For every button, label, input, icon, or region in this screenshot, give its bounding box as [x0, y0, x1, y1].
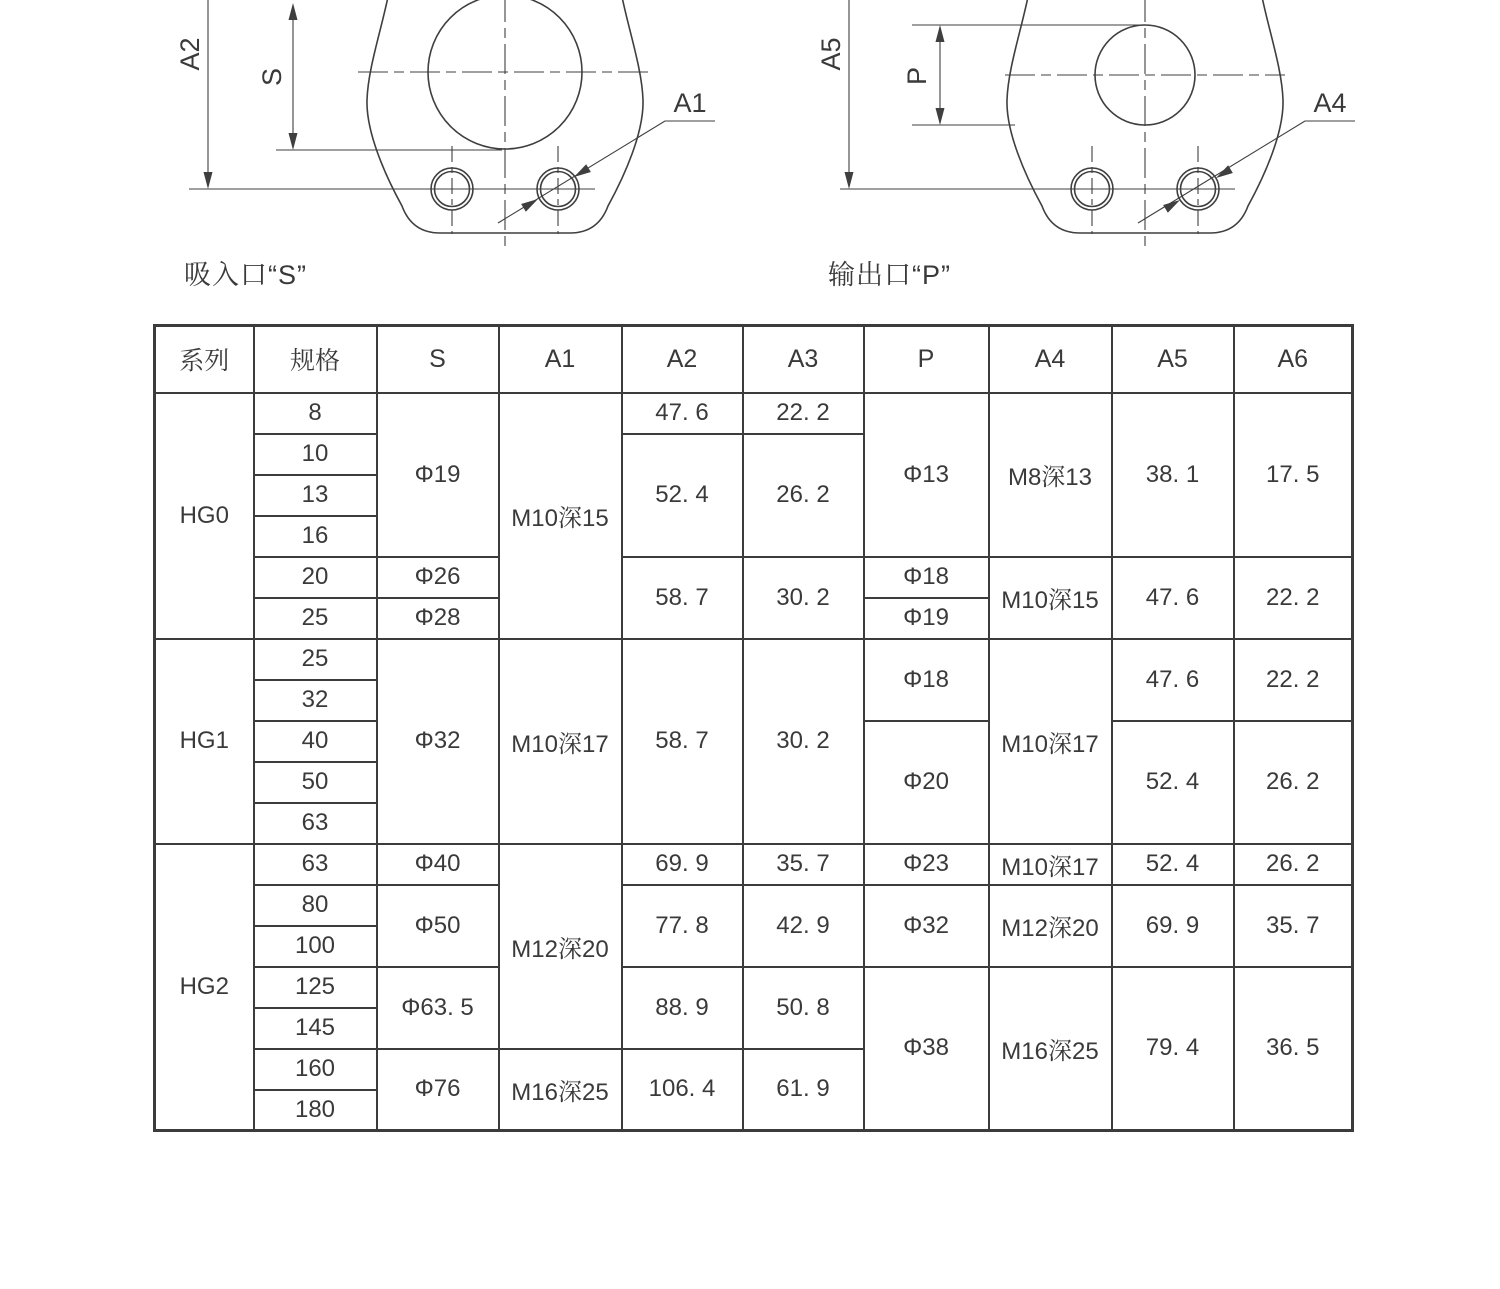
spec-cell: 145	[254, 1008, 377, 1049]
a6-cell: 26. 2	[1234, 721, 1353, 844]
s-cell: Φ32	[377, 639, 499, 844]
a5-cell: 47. 6	[1112, 557, 1234, 639]
header-row	[155, 326, 1353, 393]
table-row	[155, 967, 1353, 1008]
spec-cell: 80	[254, 885, 377, 926]
p-cell: Φ23	[864, 844, 989, 885]
a6-cell: 17. 5	[1234, 393, 1353, 557]
arrowhead	[521, 195, 540, 212]
a3-cell: 50. 8	[743, 967, 864, 1049]
column-header-a2: A2	[622, 326, 743, 393]
table-row	[155, 393, 1353, 434]
column-header-a4: A4	[989, 326, 1112, 393]
dim-label-a2: A2	[175, 37, 205, 71]
a4-cell: M10深15	[989, 557, 1112, 639]
p-cell: Φ20	[864, 721, 989, 844]
suction-port-caption: 吸入口“S”	[184, 260, 307, 290]
spec-cell: 32	[254, 680, 377, 721]
spec-cell: 13	[254, 475, 377, 516]
column-header-spec: 规格	[254, 326, 377, 393]
table-row	[155, 639, 1353, 680]
a1-cell: M10深15	[499, 393, 622, 639]
a1-cell: M10深17	[499, 639, 622, 844]
s-cell: Φ26	[377, 557, 499, 598]
a1-cell: M16深25	[499, 1049, 622, 1131]
spec-cell: 16	[254, 516, 377, 557]
a4-cell: M8深13	[989, 393, 1112, 557]
a3-cell: 26. 2	[743, 434, 864, 557]
spec-cell: 125	[254, 967, 377, 1008]
p-cell: Φ32	[864, 885, 989, 967]
a5-cell: 79. 4	[1112, 967, 1234, 1131]
column-header-a1: A1	[499, 326, 622, 393]
spec-cell: 63	[254, 803, 377, 844]
a6-cell: 22. 2	[1234, 639, 1353, 721]
arrowhead	[204, 172, 213, 189]
a3-cell: 22. 2	[743, 393, 864, 434]
a4-cell: M10深17	[989, 844, 1112, 885]
column-header-a3: A3	[743, 326, 864, 393]
table-row	[155, 844, 1353, 885]
spec-cell: 63	[254, 844, 377, 885]
spec-cell: 180	[254, 1090, 377, 1131]
a2-cell: 52. 4	[622, 434, 743, 557]
a2-cell: 47. 6	[622, 393, 743, 434]
s-cell: Φ76	[377, 1049, 499, 1131]
a1-cell: M12深20	[499, 844, 622, 1049]
a5-cell: 52. 4	[1112, 721, 1234, 844]
spec-cell: 160	[254, 1049, 377, 1090]
a5-cell: 38. 1	[1112, 393, 1234, 557]
dimension-table	[153, 324, 1354, 1132]
column-header-a5: A5	[1112, 326, 1234, 393]
a6-cell: 36. 5	[1234, 967, 1353, 1131]
arrowhead	[289, 133, 298, 150]
column-header-series: 系列	[155, 326, 254, 393]
a2-cell: 106. 4	[622, 1049, 743, 1131]
a2-cell: 58. 7	[622, 557, 743, 639]
a3-cell: 35. 7	[743, 844, 864, 885]
s-cell: Φ50	[377, 885, 499, 967]
s-cell: Φ63. 5	[377, 967, 499, 1049]
a3-cell: 30. 2	[743, 639, 864, 844]
spec-cell: 50	[254, 762, 377, 803]
leader-line	[1138, 121, 1305, 223]
output-port-drawing	[816, 0, 1355, 290]
table-row	[155, 885, 1353, 926]
dim-label-a5: A5	[816, 37, 846, 71]
column-header-a6: A6	[1234, 326, 1353, 393]
flange-drawings	[0, 0, 1500, 310]
arrowhead	[936, 108, 945, 125]
a5-cell: 47. 6	[1112, 639, 1234, 721]
column-header-p: P	[864, 326, 989, 393]
a2-cell: 77. 8	[622, 885, 743, 967]
a5-cell: 52. 4	[1112, 844, 1234, 885]
spec-cell: 8	[254, 393, 377, 434]
arrowhead	[289, 3, 298, 20]
a4-cell: M16深25	[989, 967, 1112, 1131]
spec-cell: 10	[254, 434, 377, 475]
spec-cell: 100	[254, 926, 377, 967]
a3-cell: 42. 9	[743, 885, 864, 967]
arrowhead	[936, 25, 945, 42]
a2-cell: 58. 7	[622, 639, 743, 844]
dim-label-a1: A1	[673, 88, 707, 118]
p-cell: Φ38	[864, 967, 989, 1131]
dim-label-a4: A4	[1313, 88, 1347, 118]
a2-cell: 88. 9	[622, 967, 743, 1049]
p-cell: Φ13	[864, 393, 989, 557]
dim-label-s: S	[257, 67, 287, 87]
port-bore-circle	[428, 0, 582, 149]
suction-port-drawing	[175, 0, 715, 290]
a5-cell: 69. 9	[1112, 885, 1234, 967]
output-port-caption: 输出口“P”	[828, 260, 951, 290]
arrowhead	[572, 164, 591, 181]
spec-cell: 25	[254, 639, 377, 680]
a4-cell: M10深17	[989, 639, 1112, 844]
table-row	[155, 557, 1353, 598]
series-cell: HG2	[155, 844, 254, 1131]
s-cell: Φ40	[377, 844, 499, 885]
s-cell: Φ19	[377, 393, 499, 557]
a3-cell: 30. 2	[743, 557, 864, 639]
spec-cell: 40	[254, 721, 377, 762]
series-cell: HG1	[155, 639, 254, 844]
a4-cell: M12深20	[989, 885, 1112, 967]
p-cell: Φ19	[864, 598, 989, 639]
spec-cell: 20	[254, 557, 377, 598]
dim-label-p: P	[902, 66, 932, 86]
a6-cell: 22. 2	[1234, 557, 1353, 639]
arrowhead	[845, 172, 854, 189]
s-cell: Φ28	[377, 598, 499, 639]
p-cell: Φ18	[864, 557, 989, 598]
p-cell: Φ18	[864, 639, 989, 721]
a6-cell: 35. 7	[1234, 885, 1353, 967]
a3-cell: 61. 9	[743, 1049, 864, 1131]
series-cell: HG0	[155, 393, 254, 639]
a6-cell: 26. 2	[1234, 844, 1353, 885]
spec-cell: 25	[254, 598, 377, 639]
a2-cell: 69. 9	[622, 844, 743, 885]
column-header-s: S	[377, 326, 499, 393]
